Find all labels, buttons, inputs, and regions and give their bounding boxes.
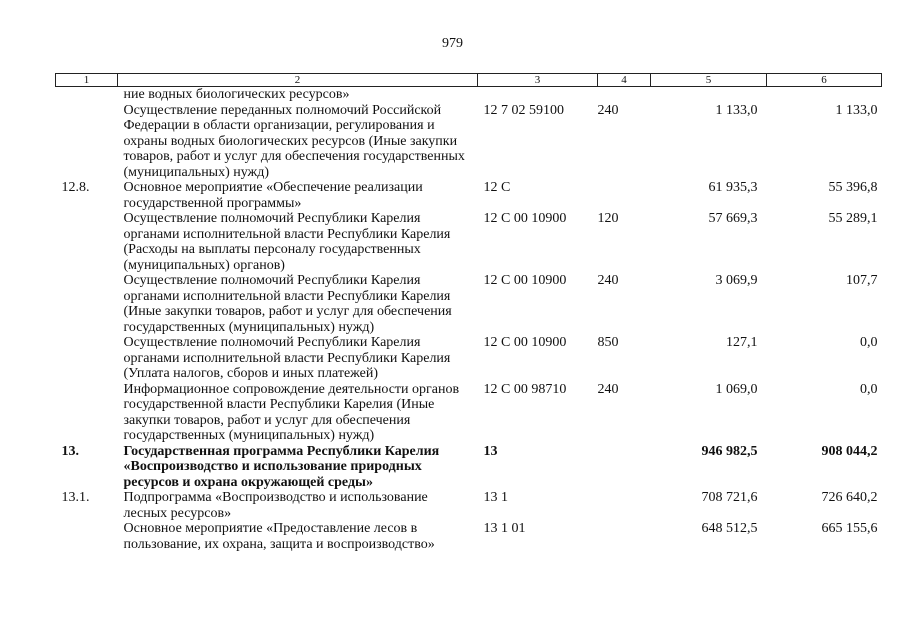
row-expense-type: 120 <box>597 211 619 226</box>
row-number <box>56 87 118 103</box>
table-body <box>56 87 882 553</box>
row-description: Подпрограмма «Воспроизводство и использование лесных ресурсов» <box>123 490 428 521</box>
row-amount-col5 <box>651 87 767 103</box>
row-description: Осуществление полномочий Республики Карелия органами исполнительной власти Республики Карелия (Расходы на выплаты персоналу государственных (муниципальных) органов) <box>123 211 451 273</box>
row-amount-col6: 665 155,6 <box>821 521 878 536</box>
row-target-code: 13 1 <box>483 490 508 505</box>
row-amount-col5: 57 669,3 <box>708 211 758 226</box>
row-target-code: 12 7 02 59100 <box>483 102 564 118</box>
row-expense-type <box>598 490 651 521</box>
row-expense-type <box>598 444 651 491</box>
table-row <box>56 180 882 211</box>
row-amount-col6: 1 133,0 <box>835 102 878 118</box>
row-amount-col6: 55 289,1 <box>828 211 878 226</box>
row-target-code: 13 1 01 <box>483 521 526 536</box>
budget-table <box>55 73 882 552</box>
column-header-5: 5 <box>651 74 767 87</box>
row-number <box>56 273 118 335</box>
row-amount-col6: 0,0 <box>860 335 878 350</box>
row-amount-col6: 107,7 <box>846 273 878 288</box>
row-expense-type: 240 <box>597 273 619 288</box>
column-header-3: 3 <box>478 74 598 87</box>
column-header-4: 4 <box>598 74 651 87</box>
row-amount-col5: 61 935,3 <box>708 180 758 195</box>
row-target-code <box>478 87 598 103</box>
table-header <box>56 74 882 87</box>
table-row <box>56 211 882 273</box>
row-amount-col5: 127,1 <box>726 335 758 350</box>
table-row <box>56 335 882 382</box>
row-number: 13. <box>61 443 79 459</box>
row-number <box>56 335 118 382</box>
row-description: Осуществление переданных полномочий Российской Федерации в области организации, регулирования и охраны водных биологических ресурсов (Иные закупки товаров, работ и услуг для обеспечения государственных (муниципальных) нужд) <box>123 102 465 180</box>
row-expense-type: 240 <box>597 102 619 118</box>
table-row <box>56 382 882 444</box>
row-expense-type <box>598 521 651 552</box>
row-number: 13.1. <box>61 490 90 505</box>
row-target-code: 12 С <box>483 180 511 195</box>
row-description: Государственная программа Республики Карелия «Воспроизводство и использование природных ресурсов и охрана окружающей среды» <box>123 443 440 490</box>
row-amount-col6: 726 640,2 <box>821 490 878 505</box>
row-description: Осуществление полномочий Республики Карелия органами исполнительной власти Республики Карелия (Уплата налогов, сборов и иных платежей) <box>123 335 451 381</box>
row-description: ние водных биологических ресурсов» <box>123 87 350 102</box>
row-description: Основное мероприятие «Предоставление лесов в пользование, их охрана, защита и воспроизводство» <box>123 521 435 552</box>
row-description: Основное мероприятие «Обеспечение реализации государственной программы» <box>123 180 423 211</box>
row-amount-col5: 648 512,5 <box>701 521 758 536</box>
row-target-code: 13 <box>483 443 498 459</box>
row-number <box>56 521 118 552</box>
column-header-2: 2 <box>118 74 478 87</box>
row-amount-col6: 908 044,2 <box>821 443 878 459</box>
row-target-code: 12 С 00 98710 <box>483 381 567 397</box>
row-amount-col6: 55 396,8 <box>828 180 878 195</box>
row-expense-type <box>598 180 651 211</box>
row-number <box>56 382 118 444</box>
row-target-code: 12 С 00 10900 <box>483 335 567 350</box>
row-amount-col5: 946 982,5 <box>701 443 758 459</box>
row-expense-type: 850 <box>597 335 619 350</box>
row-description: Осуществление полномочий Республики Карелия органами исполнительной власти Республики Карелия (Иные закупки товаров, работ и услуг для обеспечения государственных (муниципальных) нужд) <box>123 273 452 335</box>
column-header-1: 1 <box>56 74 118 87</box>
table-row <box>56 273 882 335</box>
row-number <box>56 211 118 273</box>
row-target-code: 12 С 00 10900 <box>483 211 567 226</box>
table-row <box>56 490 882 521</box>
row-expense-type: 240 <box>597 381 619 397</box>
row-target-code: 12 С 00 10900 <box>483 273 567 288</box>
row-amount-col6: 0,0 <box>860 381 878 397</box>
table-row <box>56 521 882 552</box>
table-row <box>56 444 882 491</box>
page-number: 979 <box>442 36 463 51</box>
row-amount-col6 <box>767 87 882 103</box>
row-expense-type <box>598 87 651 103</box>
row-amount-col5: 1 133,0 <box>715 102 758 118</box>
row-number <box>56 103 118 181</box>
row-number: 12.8. <box>61 180 90 195</box>
table-row <box>56 103 882 181</box>
column-header-6: 6 <box>767 74 882 87</box>
header-row <box>56 74 882 87</box>
row-amount-col5: 1 069,0 <box>715 381 758 397</box>
row-amount-col5: 708 721,6 <box>701 490 758 505</box>
table-row <box>56 87 882 103</box>
row-description: Информационное сопровождение деятельности органов государственной власти Республики Карелия (Иные закупки товаров, работ и услуг для обеспечения государственных (муниципальных) нужд) <box>123 381 460 443</box>
row-amount-col5: 3 069,9 <box>715 273 758 288</box>
